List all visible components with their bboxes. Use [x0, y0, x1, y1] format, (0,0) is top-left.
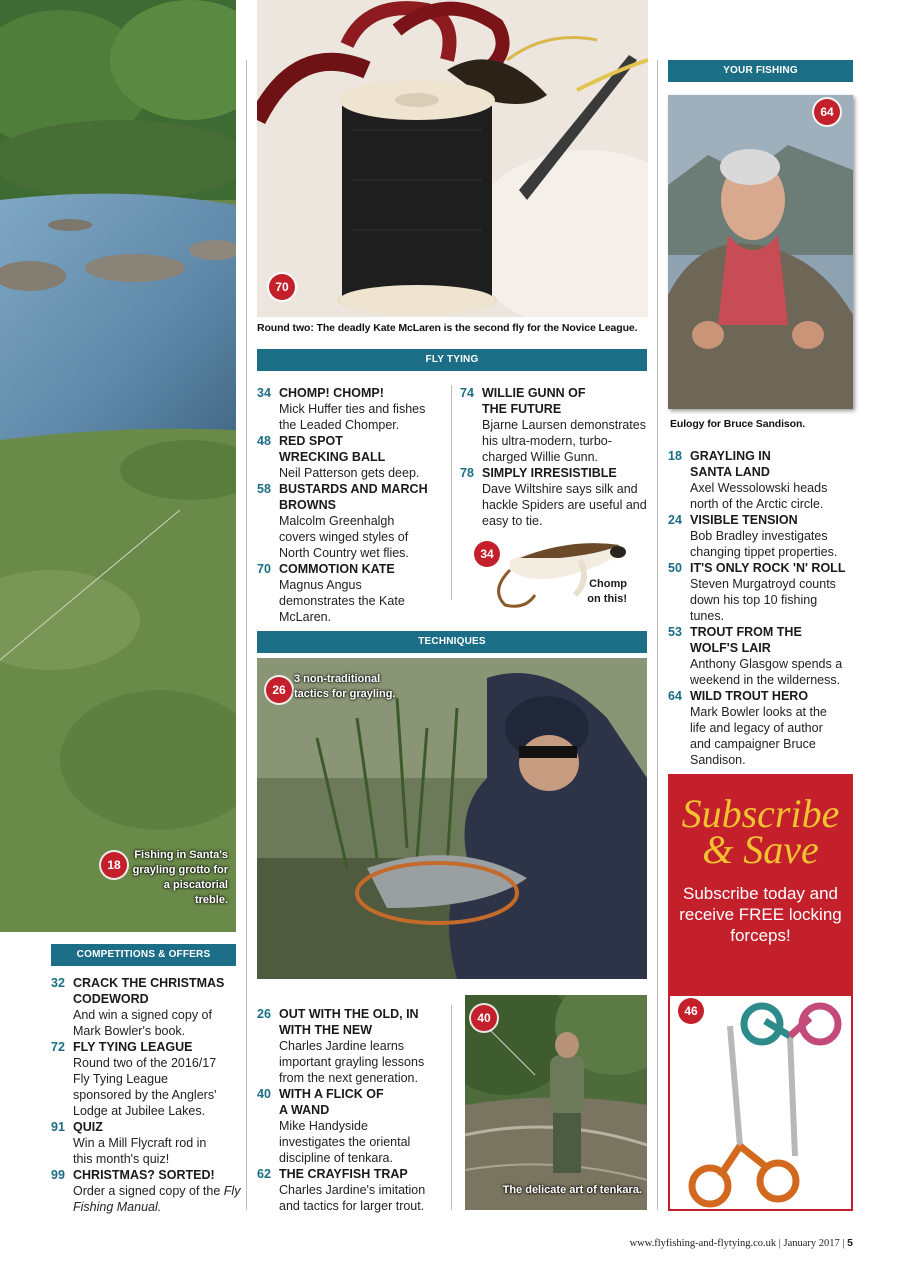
toc-title: SIMPLY IRRESISTIBLE: [482, 466, 617, 480]
toc-page-number: 50: [668, 561, 682, 575]
section-header-fly-tying: FLY TYING: [257, 349, 647, 371]
toc-description: Anthony Glasgow spends a weekend in the wilderness.: [690, 657, 843, 687]
toc-description: [73, 1183, 241, 1215]
toc-title: CHOMP! CHOMP!: [279, 386, 384, 400]
section-header-techniques: TECHNIQUES: [257, 631, 647, 653]
page-badge-64[interactable]: 64: [814, 99, 840, 125]
toc-description: Neil Patterson gets deep.: [279, 466, 420, 480]
subscribe-script-title: [668, 774, 853, 872]
toc-description: Charles Jardine's imitation and tactics for larger trout.: [279, 1183, 426, 1213]
toc-title: CHRISTMAS? SORTED!: [73, 1168, 215, 1182]
section-header-your-fishing: YOUR FISHING: [668, 60, 853, 82]
fly-tying-list-left: [257, 385, 442, 625]
toc-entry[interactable]: [668, 688, 855, 768]
toc-page-number: 78: [460, 466, 474, 480]
left-photo-caption: Fishing in Santa's grayling grotto for a piscatorial treble.: [132, 849, 228, 906]
toc-page-number: 48: [257, 434, 271, 448]
toc-description: Round two of the 2016/17 Fly Tying League sponsored by the Anglers' Lodge at Jubilee Lakes.: [73, 1056, 217, 1118]
toc-description: Dave Wiltshire says silk and hackle Spiders are useful and easy to tie.: [482, 482, 647, 528]
toc-title: WILLIE GUNN OF THE FUTURE: [482, 386, 586, 416]
toc-title: IT'S ONLY ROCK 'N' ROLL: [690, 561, 846, 575]
competitions-list: [51, 975, 241, 1215]
page-footer: www.flyfishing-and-flytying.co.uk | January 2017 | 5: [629, 1237, 853, 1249]
toc-description: Magnus Angus demonstrates the Kate McLaren.: [279, 578, 405, 624]
toc-page-number: 53: [668, 625, 682, 639]
page-badge-40[interactable]: 40: [471, 1005, 497, 1031]
toc-description: Bob Bradley investigates changing tippet properties.: [690, 529, 838, 559]
toc-description-italic: Fly Fishing Manual.: [73, 1184, 241, 1214]
toc-description: Charles Jardine learns important grayling lessons from the next generation.: [279, 1039, 425, 1085]
grayling-angler-photo: [257, 658, 647, 979]
chomp-caption: [570, 577, 627, 607]
techniques-list: [257, 1006, 442, 1214]
toc-title: CRACK THE CHRISTMAS CODEWORD: [73, 976, 225, 1006]
toc-entry[interactable]: [257, 1006, 442, 1086]
subscribe-panel[interactable]: [668, 774, 853, 1211]
toc-entry[interactable]: [51, 1119, 241, 1167]
toc-title: OUT WITH THE OLD, IN WITH THE NEW: [279, 1007, 419, 1037]
toc-entry[interactable]: [257, 1086, 442, 1166]
page-badge-26[interactable]: 26: [266, 677, 292, 703]
toc-entry[interactable]: [257, 561, 442, 625]
toc-title: BUSTARDS AND MARCH BROWNS: [279, 482, 428, 512]
toc-title: WILD TROUT HERO: [690, 689, 809, 703]
top-photo-caption: Round two: The deadly Kate McLaren is the second fly for the Novice League.: [257, 322, 638, 334]
toc-title: GRAYLING IN SANTA LAND: [690, 449, 771, 479]
toc-page-number: 32: [51, 976, 65, 990]
toc-title: RED SPOT WRECKING BALL: [279, 434, 386, 464]
toc-description: And win a signed copy of Mark Bowler's book.: [73, 1008, 212, 1038]
chomp-caption-line2: on this!: [587, 593, 627, 605]
toc-entry[interactable]: [668, 512, 855, 560]
toc-page-number: 24: [668, 513, 682, 527]
toc-entry[interactable]: [460, 385, 650, 465]
toc-description: Win a Mill Flycraft rod in this month's quiz!: [73, 1136, 207, 1166]
tenkara-photo-caption: The delicate art of tenkara.: [502, 1184, 642, 1196]
toc-description: Axel Wessolowski heads north of the Arctic circle.: [690, 481, 828, 511]
toc-page-number: 72: [51, 1040, 65, 1054]
forceps-image: [668, 994, 853, 1211]
subscribe-script-line1: Subscribe: [681, 791, 840, 836]
toc-entry[interactable]: [668, 624, 855, 688]
toc-entry[interactable]: [257, 1166, 442, 1214]
toc-page-number: 91: [51, 1120, 65, 1134]
footer-issue: January 2017: [783, 1238, 840, 1249]
toc-description: Mark Bowler looks at the life and legacy of author and campaigner Bruce Sandison.: [690, 705, 827, 767]
thread-spool-photo: [257, 0, 648, 317]
toc-description: Malcolm Greenhalgh covers winged styles of North Country wet flies.: [279, 514, 409, 560]
right-photo-caption: Eulogy for Bruce Sandison.: [670, 418, 806, 430]
toc-entry[interactable]: [51, 1167, 241, 1215]
footer-url[interactable]: www.flyfishing-and-flytying.co.uk: [629, 1238, 777, 1249]
toc-page-number: 26: [257, 1007, 271, 1021]
toc-title: WITH A FLICK OF A WAND: [279, 1087, 384, 1117]
toc-page-number: 62: [257, 1167, 271, 1181]
toc-page-number: 99: [51, 1168, 65, 1182]
techniques-photo-caption: 3 non-traditional tactics for grayling.: [294, 673, 396, 700]
toc-page-number: 74: [460, 386, 474, 400]
toc-entry[interactable]: [460, 465, 650, 529]
bruce-sandison-photo: [668, 95, 853, 409]
toc-title: VISIBLE TENSION: [690, 513, 798, 527]
page-badge-70[interactable]: 70: [269, 274, 295, 300]
toc-page-number: 70: [257, 562, 271, 576]
toc-page-number: 40: [257, 1087, 271, 1101]
fly-tying-rule: [451, 385, 452, 600]
toc-page-number: 64: [668, 689, 682, 703]
toc-entry[interactable]: [51, 1039, 241, 1119]
section-header-competitions: COMPETITIONS & OFFERS: [51, 944, 236, 966]
techniques-rule: [451, 1005, 452, 1210]
page-badge-18[interactable]: 18: [101, 852, 127, 878]
your-fishing-list: [668, 448, 855, 768]
column-rule-left: [246, 60, 247, 1210]
toc-description-prefix: Order a signed copy of the: [73, 1184, 221, 1198]
column-rule-right: [657, 60, 658, 1210]
fly-tying-list-right: [460, 385, 650, 529]
toc-title: COMMOTION KATE: [279, 562, 395, 576]
toc-page-number: 18: [668, 449, 682, 463]
toc-title: FLY TYING LEAGUE: [73, 1040, 193, 1054]
toc-description: Steven Murgatroyd counts down his top 10 fishing tunes.: [690, 577, 836, 623]
chomp-caption-line1: Chomp: [589, 578, 627, 590]
toc-page-number: 58: [257, 482, 271, 496]
toc-description: Mike Handyside investigates the oriental discipline of tenkara.: [279, 1119, 411, 1165]
subscribe-script-line2: & Save: [702, 827, 819, 872]
toc-entry[interactable]: [257, 433, 442, 481]
toc-entry[interactable]: [257, 481, 442, 561]
toc-description: Mick Huffer ties and fishes the Leaded Chomper.: [279, 402, 426, 432]
page-badge-34[interactable]: 34: [474, 541, 500, 567]
river-landscape-photo: [0, 0, 236, 932]
toc-entry[interactable]: [51, 975, 241, 1039]
subscribe-body: Subscribe today and receive FREE locking forceps!: [679, 884, 842, 945]
toc-entry[interactable]: [668, 448, 855, 512]
page-badge-46[interactable]: 46: [678, 998, 704, 1024]
toc-page-number: 34: [257, 386, 271, 400]
toc-description: Bjarne Laursen demonstrates his ultra-modern, turbo-charged Willie Gunn.: [482, 418, 646, 464]
toc-title: QUIZ: [73, 1120, 103, 1134]
toc-entry[interactable]: [257, 385, 442, 433]
footer-page-number: 5: [847, 1237, 853, 1249]
toc-title: THE CRAYFISH TRAP: [279, 1167, 408, 1181]
toc-entry[interactable]: [668, 560, 855, 624]
toc-title: TROUT FROM THE WOLF'S LAIR: [690, 625, 802, 655]
